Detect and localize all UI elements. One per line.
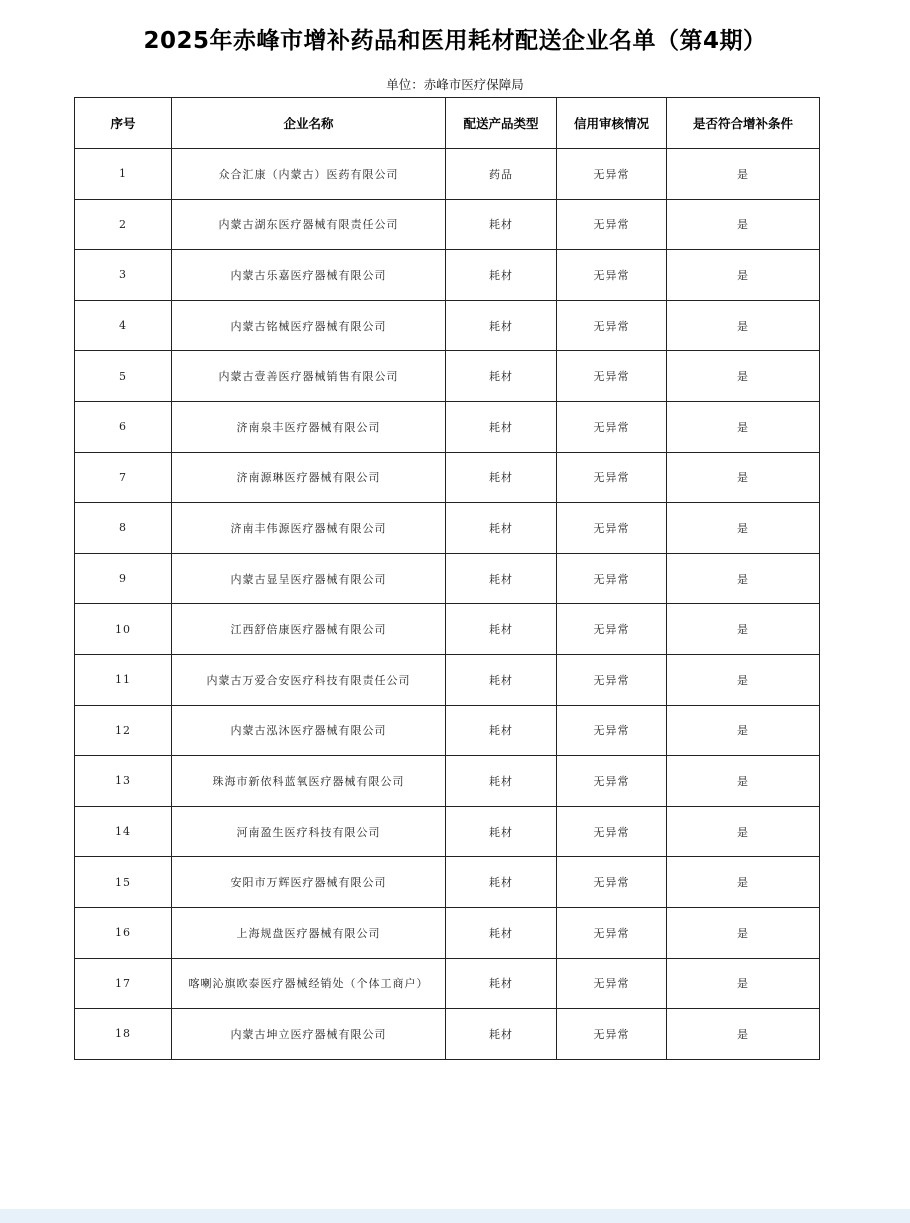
cell-product-type: 耗材 bbox=[446, 300, 557, 351]
cell-credit-review: 无异常 bbox=[557, 300, 667, 351]
cell-enterprise-name: 上海规盘医疗器械有限公司 bbox=[172, 907, 446, 958]
cell-product-type: 耗材 bbox=[446, 250, 557, 301]
cell-credit-review: 无异常 bbox=[557, 553, 667, 604]
cell-credit-review: 无异常 bbox=[557, 149, 667, 200]
header-seq: 序号 bbox=[75, 98, 172, 149]
cell-seq: 5 bbox=[75, 351, 172, 402]
cell-enterprise-name: 内蒙古湖东医疗器械有限责任公司 bbox=[172, 199, 446, 250]
table-row bbox=[75, 857, 820, 908]
cell-credit-review: 无异常 bbox=[557, 857, 667, 908]
cell-eligible: 是 bbox=[667, 149, 820, 200]
cell-enterprise-name: 济南丰伟源医疗器械有限公司 bbox=[172, 503, 446, 554]
cell-enterprise-name: 喀喇沁旗欧泰医疗器械经销处（个体工商户） bbox=[172, 958, 446, 1009]
header-credit: 信用审核情况 bbox=[557, 98, 667, 149]
cell-eligible: 是 bbox=[667, 401, 820, 452]
header-eligible: 是否符合增补条件 bbox=[667, 98, 820, 149]
cell-product-type: 药品 bbox=[446, 149, 557, 200]
table-header-row bbox=[75, 98, 820, 149]
cell-seq: 17 bbox=[75, 958, 172, 1009]
table-row bbox=[75, 452, 820, 503]
cell-seq: 14 bbox=[75, 806, 172, 857]
table-row bbox=[75, 300, 820, 351]
table-body bbox=[75, 149, 820, 1060]
cell-seq: 18 bbox=[75, 1009, 172, 1060]
table-row bbox=[75, 604, 820, 655]
header-name: 企业名称 bbox=[172, 98, 446, 149]
cell-seq: 9 bbox=[75, 553, 172, 604]
cell-product-type: 耗材 bbox=[446, 806, 557, 857]
cell-product-type: 耗材 bbox=[446, 401, 557, 452]
cell-credit-review: 无异常 bbox=[557, 654, 667, 705]
cell-seq: 6 bbox=[75, 401, 172, 452]
cell-seq: 10 bbox=[75, 604, 172, 655]
cell-eligible: 是 bbox=[667, 604, 820, 655]
cell-enterprise-name: 内蒙古万爱合安医疗科技有限责任公司 bbox=[172, 654, 446, 705]
cell-eligible: 是 bbox=[667, 452, 820, 503]
table-row bbox=[75, 756, 820, 807]
table-row bbox=[75, 401, 820, 452]
cell-seq: 11 bbox=[75, 654, 172, 705]
cell-seq: 16 bbox=[75, 907, 172, 958]
cell-credit-review: 无异常 bbox=[557, 452, 667, 503]
cell-seq: 7 bbox=[75, 452, 172, 503]
table-row bbox=[75, 806, 820, 857]
cell-credit-review: 无异常 bbox=[557, 351, 667, 402]
cell-eligible: 是 bbox=[667, 654, 820, 705]
cell-enterprise-name: 内蒙古乐嘉医疗器械有限公司 bbox=[172, 250, 446, 301]
header-type: 配送产品类型 bbox=[446, 98, 557, 149]
document-title: 2025年赤峰市增补药品和医用耗材配送企业名单（第4期） bbox=[143, 28, 767, 54]
cell-eligible: 是 bbox=[667, 300, 820, 351]
cell-product-type: 耗材 bbox=[446, 199, 557, 250]
cell-product-type: 耗材 bbox=[446, 756, 557, 807]
cell-credit-review: 无异常 bbox=[557, 756, 667, 807]
cell-seq: 15 bbox=[75, 857, 172, 908]
cell-eligible: 是 bbox=[667, 907, 820, 958]
cell-enterprise-name: 内蒙古壹善医疗器械销售有限公司 bbox=[172, 351, 446, 402]
cell-eligible: 是 bbox=[667, 250, 820, 301]
table-row bbox=[75, 250, 820, 301]
cell-product-type: 耗材 bbox=[446, 503, 557, 554]
cell-credit-review: 无异常 bbox=[557, 958, 667, 1009]
cell-enterprise-name: 内蒙古泓沐医疗器械有限公司 bbox=[172, 705, 446, 756]
cell-enterprise-name: 内蒙古显呈医疗器械有限公司 bbox=[172, 553, 446, 604]
cell-product-type: 耗材 bbox=[446, 604, 557, 655]
cell-credit-review: 无异常 bbox=[557, 1009, 667, 1060]
cell-product-type: 耗材 bbox=[446, 958, 557, 1009]
table-row bbox=[75, 907, 820, 958]
cell-product-type: 耗材 bbox=[446, 452, 557, 503]
cell-product-type: 耗材 bbox=[446, 654, 557, 705]
cell-credit-review: 无异常 bbox=[557, 199, 667, 250]
table-row bbox=[75, 553, 820, 604]
cell-seq: 8 bbox=[75, 503, 172, 554]
cell-enterprise-name: 济南源琳医疗器械有限公司 bbox=[172, 452, 446, 503]
cell-seq: 3 bbox=[75, 250, 172, 301]
cell-eligible: 是 bbox=[667, 958, 820, 1009]
cell-seq: 2 bbox=[75, 199, 172, 250]
cell-eligible: 是 bbox=[667, 553, 820, 604]
cell-enterprise-name: 河南盈生医疗科技有限公司 bbox=[172, 806, 446, 857]
cell-credit-review: 无异常 bbox=[557, 250, 667, 301]
table-row bbox=[75, 503, 820, 554]
cell-product-type: 耗材 bbox=[446, 351, 557, 402]
table-row bbox=[75, 958, 820, 1009]
issuing-unit: 单位：赤峰市医疗保障局 bbox=[386, 77, 524, 92]
cell-eligible: 是 bbox=[667, 756, 820, 807]
table-row bbox=[75, 1009, 820, 1060]
cell-seq: 12 bbox=[75, 705, 172, 756]
cell-credit-review: 无异常 bbox=[557, 604, 667, 655]
cell-enterprise-name: 济南泉丰医疗器械有限公司 bbox=[172, 401, 446, 452]
viewer-footer-band bbox=[0, 1209, 910, 1223]
cell-enterprise-name: 内蒙古铭械医疗器械有限公司 bbox=[172, 300, 446, 351]
table-row bbox=[75, 654, 820, 705]
cell-eligible: 是 bbox=[667, 1009, 820, 1060]
cell-credit-review: 无异常 bbox=[557, 907, 667, 958]
cell-enterprise-name: 内蒙古坤立医疗器械有限公司 bbox=[172, 1009, 446, 1060]
cell-enterprise-name: 江西舒倍康医疗器械有限公司 bbox=[172, 604, 446, 655]
cell-eligible: 是 bbox=[667, 351, 820, 402]
cell-product-type: 耗材 bbox=[446, 705, 557, 756]
cell-enterprise-name: 珠海市新依科蓝氧医疗器械有限公司 bbox=[172, 756, 446, 807]
table-row bbox=[75, 705, 820, 756]
cell-credit-review: 无异常 bbox=[557, 705, 667, 756]
cell-enterprise-name: 安阳市万辉医疗器械有限公司 bbox=[172, 857, 446, 908]
cell-eligible: 是 bbox=[667, 199, 820, 250]
cell-product-type: 耗材 bbox=[446, 1009, 557, 1060]
cell-credit-review: 无异常 bbox=[557, 503, 667, 554]
cell-product-type: 耗材 bbox=[446, 553, 557, 604]
cell-eligible: 是 bbox=[667, 705, 820, 756]
table-row bbox=[75, 351, 820, 402]
cell-enterprise-name: 众合汇康（内蒙古）医药有限公司 bbox=[172, 149, 446, 200]
enterprise-table bbox=[74, 97, 820, 1060]
cell-credit-review: 无异常 bbox=[557, 401, 667, 452]
table-row bbox=[75, 199, 820, 250]
cell-seq: 4 bbox=[75, 300, 172, 351]
cell-credit-review: 无异常 bbox=[557, 806, 667, 857]
cell-seq: 13 bbox=[75, 756, 172, 807]
cell-product-type: 耗材 bbox=[446, 857, 557, 908]
cell-eligible: 是 bbox=[667, 806, 820, 857]
cell-eligible: 是 bbox=[667, 857, 820, 908]
table-row bbox=[75, 149, 820, 200]
cell-seq: 1 bbox=[75, 149, 172, 200]
cell-eligible: 是 bbox=[667, 503, 820, 554]
cell-product-type: 耗材 bbox=[446, 907, 557, 958]
